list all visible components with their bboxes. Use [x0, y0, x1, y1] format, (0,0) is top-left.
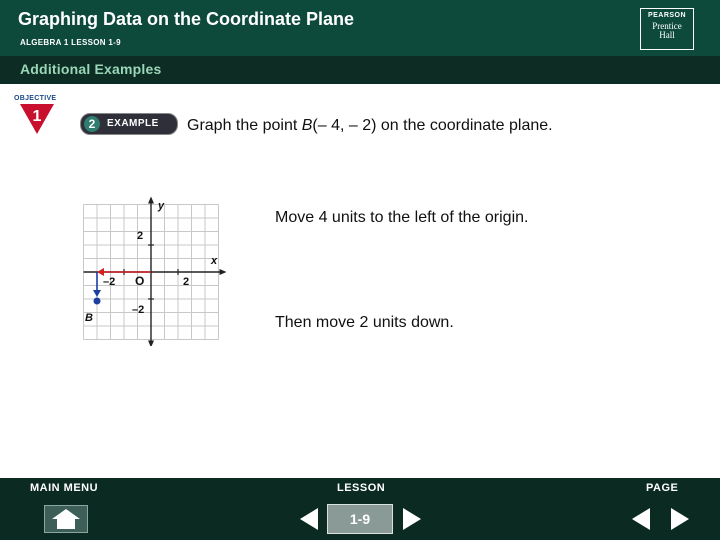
- footer-nav: [0, 478, 720, 540]
- left-triangle-icon: [632, 508, 650, 530]
- home-icon: [45, 506, 87, 532]
- y-axis-label: y: [158, 200, 165, 212]
- point-name: B: [301, 117, 313, 134]
- lesson-subtitle: ALGEBRA 1 LESSON 1-9: [20, 38, 121, 47]
- objective-label: OBJECTIVE: [14, 95, 57, 102]
- tick-label-y-pos: 2: [137, 230, 144, 242]
- logo-line2: Prentice: [652, 21, 682, 31]
- tick-label-x-pos: 2: [183, 276, 190, 288]
- origin-label: O: [135, 274, 145, 288]
- y-axis-arrow-down: [148, 341, 154, 347]
- point-b: [94, 298, 101, 305]
- logo-line1: PEARSON: [647, 12, 687, 19]
- section-band: [0, 56, 720, 84]
- main-menu-button[interactable]: [44, 505, 88, 533]
- x-axis-arrow-right: [220, 269, 227, 275]
- publisher-logo: [640, 8, 694, 50]
- page-next-button[interactable]: [667, 505, 693, 533]
- problem-coords: (– 4, – 2) on the coordinate plane.: [312, 117, 553, 134]
- lesson-number-button[interactable]: 1-9: [327, 504, 393, 534]
- right-triangle-icon: [671, 508, 689, 530]
- lesson-label: LESSON: [337, 482, 386, 494]
- tick-label-y-neg: –2: [132, 304, 145, 316]
- page-title: Graphing Data on the Coordinate Plane: [18, 9, 355, 29]
- coordinate-plane: [76, 196, 226, 346]
- example-badge: [80, 113, 178, 135]
- tick-label-x-neg: –2: [103, 276, 116, 288]
- objective-number-icon: [20, 104, 54, 134]
- problem-prefix: Graph the point: [187, 117, 302, 134]
- lesson-prev-button[interactable]: [296, 505, 322, 533]
- step-two-text: Then move 2 units down.: [275, 314, 454, 331]
- lesson-next-button[interactable]: [399, 505, 425, 533]
- header-bar: [0, 0, 720, 56]
- example-number: 2: [84, 116, 100, 132]
- logo-line3: Hall: [659, 30, 675, 40]
- move-down-arrowhead: [93, 290, 101, 297]
- page-label: PAGE: [646, 482, 679, 494]
- step-one-text: Move 4 units to the left of the origin.: [275, 209, 529, 226]
- page-prev-button[interactable]: [628, 505, 654, 533]
- point-label: B: [85, 312, 93, 324]
- main-menu-label: MAIN MENU: [30, 482, 99, 494]
- y-axis-arrow-up: [148, 197, 154, 204]
- section-label: Additional Examples: [20, 61, 162, 77]
- problem-statement: [187, 117, 553, 135]
- objective-number: 1: [32, 108, 42, 125]
- example-label: EXAMPLE: [107, 118, 159, 129]
- right-triangle-icon: [403, 508, 421, 530]
- x-axis-label: x: [211, 255, 218, 267]
- move-left-arrowhead: [97, 268, 104, 276]
